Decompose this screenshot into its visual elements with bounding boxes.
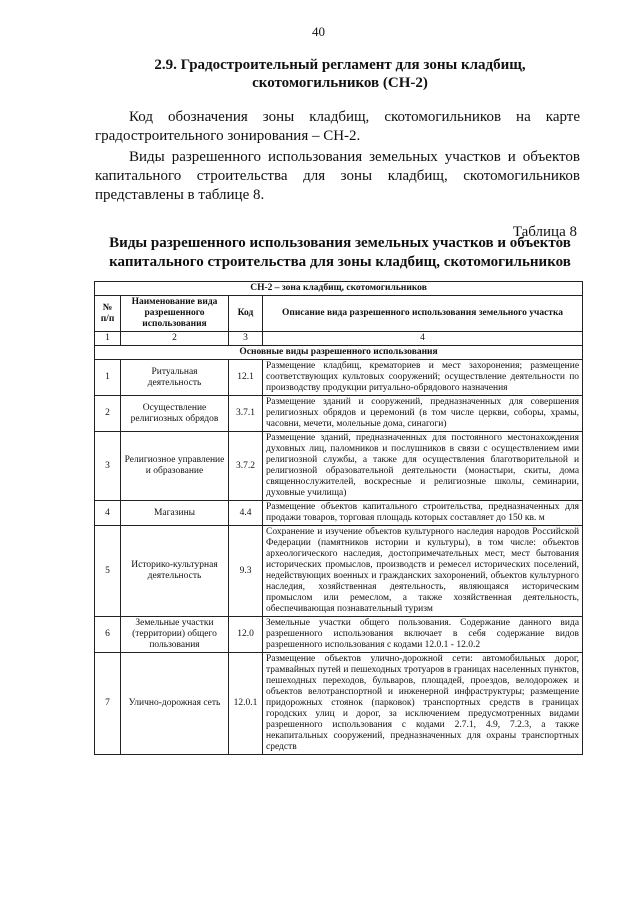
column-number: 3: [229, 332, 263, 346]
table-title: Виды разрешенного использования земельных участков и объектов капитального строительства для зоны кладбищ, скотомогильников: [109, 235, 571, 270]
row-number: 1: [95, 360, 121, 396]
table-row: [95, 501, 583, 526]
group-row: [95, 346, 583, 360]
column-number: 4: [263, 332, 583, 346]
paragraph-zone-code-text: Код обозначения зоны кладбищ, скотомогильников на карте градостроительного зонирования – СН-2.: [95, 109, 580, 144]
table-caption: Таблица 8: [512, 224, 577, 240]
paragraph-zone-code: [95, 108, 580, 146]
table-row: [95, 432, 583, 501]
table-row: [95, 617, 583, 653]
header-description: Описание вида разрешенного использования земельного участка: [263, 296, 583, 332]
regulation-table: [94, 281, 583, 755]
row-description: Сохранение и изучение объектов культурного наследия народов Российской Федерации (памятников истории и культуры), в том числе: объектов археологического наследия, достопримечательных мест, мест бытования исторических промыслов, производств и ремесел исторических поселений, недействующих военных и гражданских захоронений, объектов культурного наследия, хозяйственная деятельность, являющаяся историческим промыслом или ремеслом, а также хозяйственная деятельность, обеспечивающая познавательный туризм: [263, 526, 583, 617]
table-row: [95, 360, 583, 396]
row-description: Размещение зданий, предназначенных для постоянного местонахождения духовных лиц, паломников и послушников в связи с осуществлением ими религиозной службы, а также для осуществления благотворительной и религиозной образовательной деятельности (монастыри, скиты, дома священнослужителей, воскресные и религиозные школы, семинарии, духовные училища): [263, 432, 583, 501]
row-code: 3.7.2: [229, 432, 263, 501]
table-row: [95, 526, 583, 617]
row-description: Размещение объектов капитального строительства, предназначенных для продажи товаров, торговая площадь которых составляет до 150 кв. м: [263, 501, 583, 526]
row-description: Размещение объектов улично-дорожной сети: автомобильных дорог, трамвайных путей и пешеходных тротуаров в границах населенных пунктов, пешеходных переходов, бульваров, площадей, проездов, велодорожек и объектов велотранспортной и инженерной инфраструктуры; размещение придорожных стоянок (парковок) транспортных средств в границах городских улиц и дорог, за исключением предусмотренных видами разрешенного использования с кодами 2.7.1, 4.9, 7.2.3, а также некапитальных сооружений, предназначенных для охраны транспортных средств: [263, 653, 583, 755]
group-title-cell: Основные виды разрешенного использования: [95, 346, 583, 360]
paragraph-usage-types-text: Виды разрешенного использования земельных участков и объектов капитального строительства для зоны кладбищ, скотомогильников представлены в таблице 8.: [95, 149, 580, 203]
row-code: 12.1: [229, 360, 263, 396]
table-row: [95, 396, 583, 432]
row-usage-name: Магазины: [121, 501, 229, 526]
row-description: Размещение кладбищ, крематориев и мест захоронения; размещение соответствующих культовых сооружений; осуществление деятельности по производству продукции ритуально-обрядового назначения: [263, 360, 583, 396]
header-row: [95, 296, 583, 332]
paragraph-usage-types: [95, 148, 580, 205]
table-row: [95, 653, 583, 755]
row-code: 4.4: [229, 501, 263, 526]
header-code: Код: [229, 296, 263, 332]
row-code: 12.0.1: [229, 653, 263, 755]
row-number: 7: [95, 653, 121, 755]
row-usage-name: Историко-культурная деятельность: [121, 526, 229, 617]
page-number: 40: [312, 24, 325, 39]
row-number: 4: [95, 501, 121, 526]
row-code: 3.7.1: [229, 396, 263, 432]
row-description: Размещение зданий и сооружений, предназначенных для совершения религиозных обрядов и церемоний (в том числе церкви, соборы, храмы, часовни, мечети, молельные дома, синагоги): [263, 396, 583, 432]
row-usage-name: Осуществление религиозных обрядов: [121, 396, 229, 432]
column-number: 1: [95, 332, 121, 346]
row-number: 3: [95, 432, 121, 501]
row-number: 2: [95, 396, 121, 432]
header-name: Наименование вида разрешенного использования: [121, 296, 229, 332]
row-usage-name: Ритуальная деятельность: [121, 360, 229, 396]
zone-row: [95, 282, 583, 296]
row-usage-name: Религиозное управление и образование: [121, 432, 229, 501]
row-code: 12.0: [229, 617, 263, 653]
zone-title-cell: СН-2 – зона кладбищ, скотомогильников: [95, 282, 583, 296]
row-number: 5: [95, 526, 121, 617]
column-number: 2: [121, 332, 229, 346]
regulation-table-body: [95, 282, 583, 755]
row-usage-name: Земельные участки (территории) общего пользования: [121, 617, 229, 653]
row-number: 6: [95, 617, 121, 653]
row-code: 9.3: [229, 526, 263, 617]
header-num: № п/п: [95, 296, 121, 332]
section-title: 2.9. Градостроительный регламент для зоны кладбищ, скотомогильников (СН-2): [154, 57, 526, 91]
row-description: Земельные участки общего пользования. Содержание данного вида разрешенного использования включает в себя содержание видов разрешенного использования с кодами 12.0.1 - 12.0.2: [263, 617, 583, 653]
column-number-row: [95, 332, 583, 346]
row-usage-name: Улично-дорожная сеть: [121, 653, 229, 755]
